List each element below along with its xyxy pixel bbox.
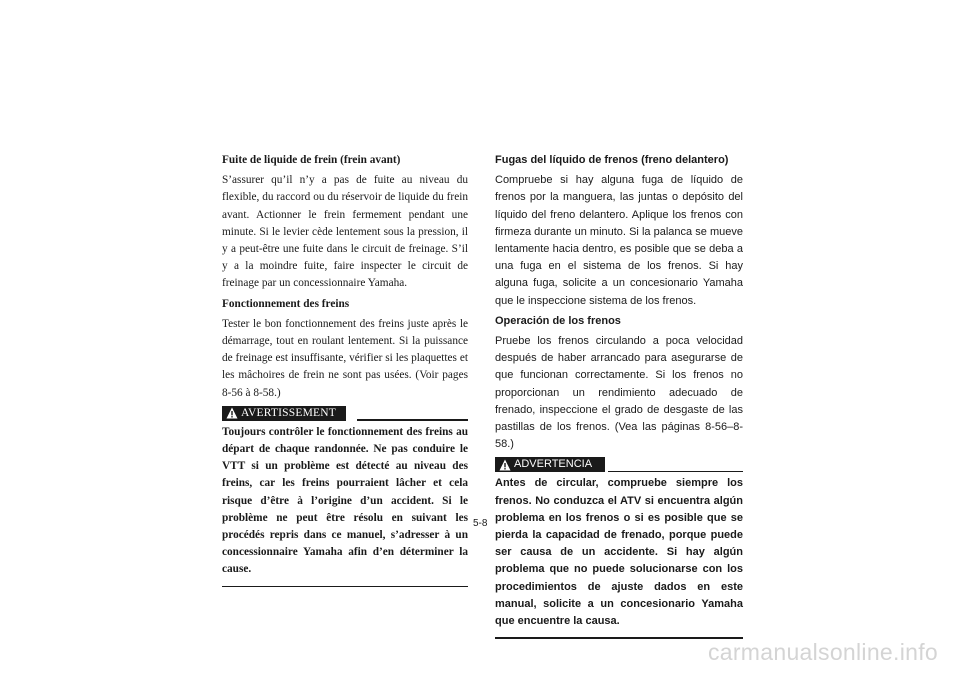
fr-heading-brake-fluid-leak: Fuite de liquide de frein (frein avant) <box>222 154 401 166</box>
es-warning-line <box>608 471 743 473</box>
es-warning-bottom-rule <box>495 637 743 639</box>
es-warning-label-text: ADVERTENCIA <box>514 458 593 471</box>
spanish-column <box>495 152 743 639</box>
fr-heading-brake-operation: Fonctionnement des freins <box>222 297 350 310</box>
es-paragraph-brake-fluid-leak: Compruebe si hay alguna fuga de líquido de frenos por la manguera, las juntas o depósito del líquido del freno delantero. Aplique los frenos con firmeza durante un minuto. Si la palanca se mueve lentamente hacia dentro, es posible que se deba a una fuga en el sistema de los frenos. Si hay alguna fuga, solicite a un concesionario Yamaha que le inspeccione sistema de los frenos. <box>495 174 743 307</box>
page-number: 5-8 <box>473 518 488 529</box>
es-paragraph-brake-operation: Pruebe los frenos circulando a poca velocidad después de haber arrancado para asegurarse de que funcionan correctamente. Si los frenos no proporcionan un rendimiento adecuado de frenado, inspeccione el grado de desgaste de las pastillas de los frenos. (Vea las páginas 8-56–8-58.) <box>495 335 743 451</box>
fr-warning-label <box>222 406 346 421</box>
es-heading-brake-fluid-leak: Fugas del líquido de frenos (freno delantero) <box>495 154 729 166</box>
warning-triangle-icon <box>226 407 238 419</box>
fr-warning-line <box>357 419 468 421</box>
fr-warning-bottom-rule <box>222 586 468 588</box>
watermark: carmanualsonline.info <box>707 639 938 665</box>
es-warning-text: Antes de circular, compruebe siempre los frenos. No conduzca el ATV si encuentra algún problema en los frenos o si es posible que se pierda la capacidad de frenado, porque puede ser causa de un accidente. Si hay algún problema que no puede solucionarse con los procedimientos de ajuste dados en este manual, solicite a un concesionario Yamaha que encuentre la causa. <box>495 477 743 628</box>
fr-paragraph-brake-fluid-leak: S’assurer qu’il n’y a pas de fuite au niveau du flexible, du raccord ou du réservoir de liquide du frein avant. Actionner le frein fermement pendant une minute. Si le levier cède lentement sous la pression, il y a peut-être une fuite dans le circuit de freinage. S’il y a la moindre fuite, faire inspecter le circuit de freinage par un concessionnaire Yamaha. <box>222 174 468 290</box>
warning-triangle-icon <box>499 459 511 471</box>
es-warning-label <box>495 457 605 472</box>
es-warning-header <box>495 457 743 473</box>
fr-warning-label-text: AVERTISSEMENT <box>241 406 336 419</box>
es-heading-brake-operation: Operación de los frenos <box>495 314 621 327</box>
fr-paragraph-brake-operation: Tester le bon fonctionnement des freins juste après le démarrage, tout en roulant lentement. Si la puissance de freinage est insuffisante, vérifier si les plaquettes et les mâchoires de frein ne sont pas usées. (Voir pages 8-56 à 8-58.) <box>222 317 468 399</box>
fr-warning-header <box>222 406 468 422</box>
french-column <box>222 152 468 587</box>
fr-warning-text: Toujours contrôler le fonctionnement des freins au départ de chaque randonnée. Ne pas conduire le VTT si un problème est détecté au niveau des freins, car les freins pourraient lâcher et cela risque d’être à l’origine d’un accident. Si le problème ne peut être résolu en suivant les procédés repris dans ce manuel, s’adresser à un concessionnaire Yamaha afin d’en déterminer la cause. <box>222 425 468 576</box>
